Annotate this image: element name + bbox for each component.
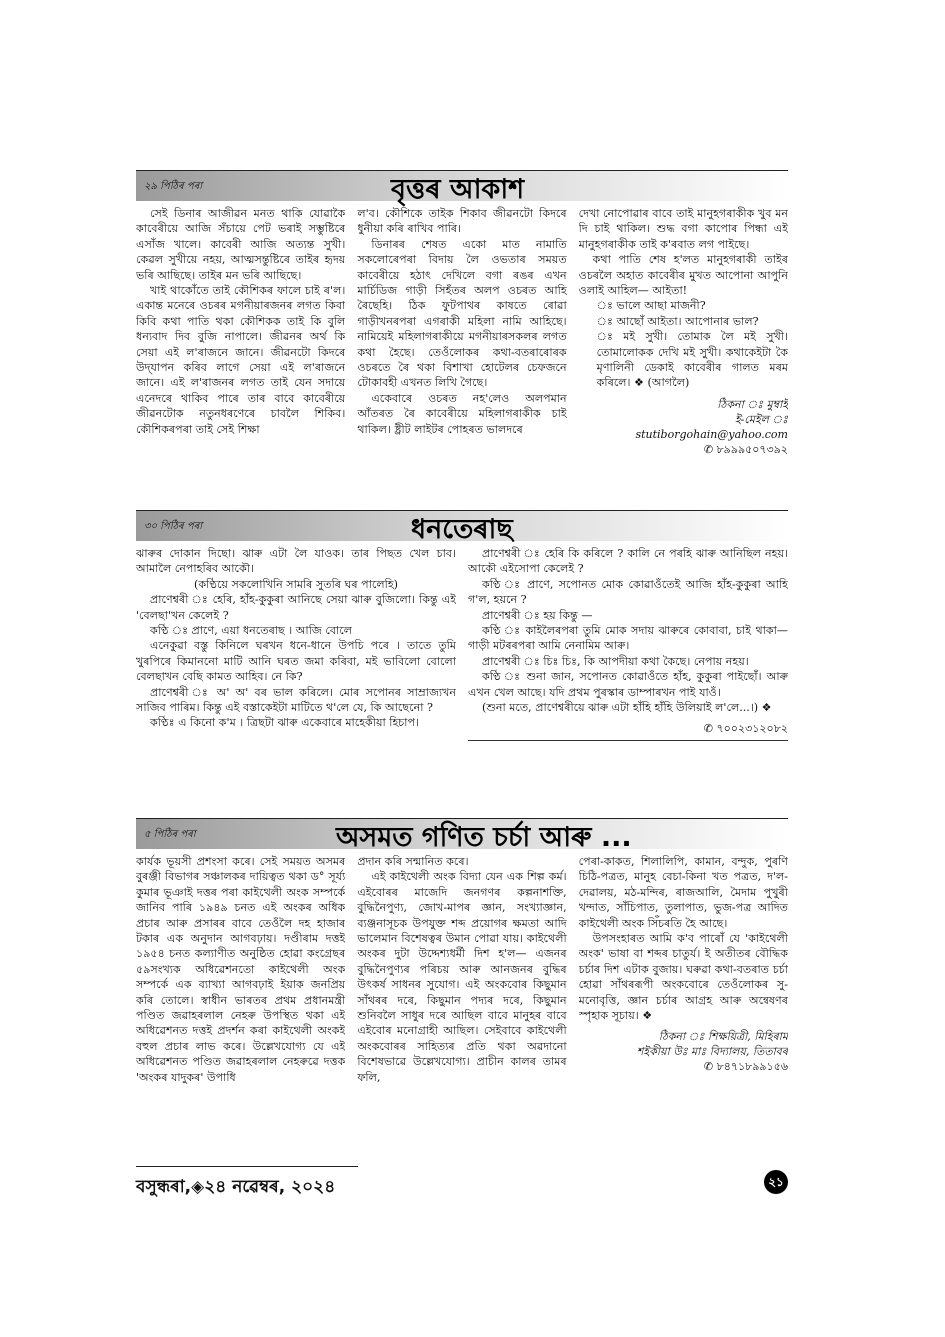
paragraph: ডিনাৰৰ শেষত একো মাত নামাতি সকলোৰেপৰা বিদায় লৈ ওভতাৰ সময়ত কাবেৰীয়ে হঠাৎ দেখিলে বগা ৰঙৰ এখন মাৰ্চিডিজ গাড়ী সিহঁতৰ অলপ ওচৰত আহি ৰৈছেহি। ঠিক ফুটপাথৰ কাষতে ৰোৱা গাড়ীখনৰপৰা এগৰাকী মহিলা নামি আহিছে। নামিয়েই মহিলাগৰাকীয়ে মগনীয়াৰসকলৰ লগত কথা হৈছে। তেওঁলোকৰ কথা-বতৰাৰোৰক ওচৰতে ৰৈ থকা বিশাখা হোটেলৰ চেফজনে টোকাবহী এখনত লিখি গৈছে। xyxy=(357,237,567,390)
paragraph: একেবাৰে ওচৰত নহ'লেও অলপমান আঁতৰত ৰৈ কাবেৰীয়ে মহিলাগৰাকীক চাই থাকিল। ষ্ট্ৰীট লাইটৰ পোহৰত ভালদৰে xyxy=(357,391,567,436)
paragraph: সেই ডিনাৰ আজীৱন মনত থাকি যোৱাকৈ কাবেৰীয়ে আজি সঁচায়ে পেট ভৰাই সম্ভুষ্টিৰে এসাঁজ খালে। কাবেৰী আজি অত্যন্ত সুখী। কেৱল সুখীয়ে নহয়, আত্মসন্তুষ্টিৰে তাইৰ হৃদয় ভৰি আছিছে। তাইৰ মন ভৰি আছিছে। xyxy=(136,207,346,282)
dialogue-line: কণ্ঠিঃ এ কিনো ক'ম । ত্ৰিছটা ঝাৰু একেবাৰে মাহেকীয়া হিচাপ। xyxy=(150,716,419,730)
dialogue-line: কণ্ঠি ঃ শুনা জান, সপোনত কোৱাওঁতে হাঁহ, কুকুৰা পাইছোঁ। আৰু এখন খেল আছে। যদি প্ৰথম পুৰস্কাৰ ডাম্পাৰখন পাই যাওঁ। xyxy=(468,670,788,699)
dialogue-line: প্ৰাণেশ্বৰী ঃ হেৰি কি কৰিলে ? কালি নে পৰহি ঝাৰু আনিছিল নহয়। আকৌ এইসোপা কেলেই ? xyxy=(468,547,788,576)
author-phone: ✆ ৭০০২৩১২০৮২ xyxy=(703,722,788,736)
page-footer xyxy=(136,1166,788,1196)
column-2 xyxy=(357,854,566,1085)
divider xyxy=(468,740,788,741)
dialogue-line: এনেকুৱা বস্তু কিনিলে ঘৰখন ধনে-ধানে উপচি পৰে । তাতে তুমি খুৰপিৰে কিমাননো মাটি আনি ঘৰত জমা কৰিবা, মই ভাবিলো বোলো বেলছাখন বেছি কামত আহিব। নে কি? xyxy=(136,639,456,684)
author-phone: ✆ ৮৯৯৯৫০৭৩৯২ xyxy=(703,442,788,456)
page-number: ২১ xyxy=(764,1170,788,1194)
paragraph: পেৰা-কাকত, শিলালিপি, কামান, বন্দুক, পুৰণি চিঠি-পত্ৰত, মানুহ বেচা-কিনা খত পত্ৰত, দ'ল-দেৱালয়, মঠ-মন্দিৰ, ৰাজআলি, মৈদাম পুখুৰী খন্দাত, সাঁচিপাত, তুলাপাত, ভুজ-পত্ৰ আদিত কাইথেলী অংক সিঁচৰতি হৈ আছে। xyxy=(578,855,788,930)
article-asomot-ganit xyxy=(136,818,788,1085)
column-3 xyxy=(579,854,788,1085)
dialogue-line: কণ্ঠি ঃ প্ৰাণে, সপোনত মোক কোৱাওঁতেই আজি হাঁহ-কুকুৰা আহি গ'ল, হয়নে ? xyxy=(468,577,788,607)
article-britar-akash xyxy=(136,170,788,457)
author-email-label: ই-মেইল ঃ xyxy=(734,412,788,426)
dialogue-line: ঃ মই সুখী। তোমাক লৈ মই সুখী। তোমালোকক দেখি মই সুখী। কথাকেইটা কৈ মৃণালিনী ডেকাই কাবেৰীৰ গালত মৰম কৰিলে। ❖ (আগলৈ) xyxy=(596,330,788,390)
section-header xyxy=(136,510,788,545)
article-title: অসমত গণিত চৰ্চা আৰু ... xyxy=(336,822,632,853)
column-1 xyxy=(136,546,456,741)
author-address: শইকীয়া উঃ মাঃ বিদ্যালয়, তিতাবৰ xyxy=(636,1045,788,1059)
column-1 xyxy=(136,854,345,1085)
article-title: বৃত্তৰ আকাশ xyxy=(391,174,525,205)
author-address: ঠিকনা ঃ মুম্বাই xyxy=(717,397,788,411)
dialogue-line: ঃ ভালে আছা মাজনী? xyxy=(596,299,706,313)
magazine-issue: বসুন্ধৰা,◈২৪ নৱেম্বৰ, ২০২৪ xyxy=(136,1177,336,1197)
column-3 xyxy=(579,206,788,457)
section-header xyxy=(136,818,788,853)
author-address: ঠিকনা ঃ শিক্ষয়িত্ৰী, মিহিৰাম xyxy=(658,1030,788,1044)
column-1 xyxy=(136,206,345,457)
section-header xyxy=(136,170,788,205)
stage-direction: (শুনা মতে, প্ৰাণেশ্বৰীয়ে ঝাৰু এটা হাঁহি হাঁহি উলিয়াই ল'লে...।) ❖ xyxy=(482,701,772,715)
paragraph: কাৰ্যক ভূয়সী প্ৰশংসা কৰে। সেই সময়ত অসমৰ বুৰঞ্জী বিভাগৰ সঞ্চালকৰ দায়িত্বত থকা ড° সূৰ্য্য কুমাৰ ভূঞাই দত্তৰ পৰা কাইথেলী অংক সম্পৰ্কে জানিব পাৰি ১৯৪৯ চনত এই অংকৰ অধিক প্ৰচাৰ আৰু প্ৰসাৰৰ বাবে তেওঁলৈ দহ হাজাৰ টকাৰ এক অনুদান আগবঢ়ায়। দণ্ডীৰাম দত্তই ১৯৫৪ চনত কল্যাণীত অনুষ্ঠিত হোৱা কংগ্ৰেছৰ ৫৯সংখ্যক অধিৱেশনতো কাইথেলী অংক সম্পৰ্কে এক ব্যাখ্যা আগবঢ়াই ইয়াক জনপ্ৰিয় কৰি তোলে। স্বাধীন ভাৰতৰ প্ৰথম প্ৰধানমন্ত্ৰী পণ্ডিত জৱাহৰলাল নেহৰু উপস্থিত থকা এই অধিৱেশনত দত্তই প্ৰদৰ্শন কৰা কাইথেলী অংকই বহুল প্ৰচাৰ লাভ কৰে। উল্লেখযোগ্য যে এই অধিৱেশনত পণ্ডিত জৱাহৰলাল নেহৰুৱে দত্তক 'অংকৰ যাদুকৰ' উপাধি xyxy=(136,855,346,1084)
dialogue-line: কণ্ঠি ঃ প্ৰাণে, এয়া ধনতেৰাছ । আজি বোলে xyxy=(150,624,352,638)
stage-direction: (কণ্ঠিয়ে সকলোখিনি সামৰি সুতৰি ঘৰ পালেহি) xyxy=(194,577,398,591)
dialogue-line: প্ৰাণেশ্বৰী ঃ হেৰি, হাঁহ-কুকুৰা আনিছে সেয়া ঝাৰু বুজিলো। কিন্তু এই 'বেলছা'খন কেলেই ? xyxy=(136,593,456,622)
author-email: stutiborgohain@yahoo.com xyxy=(635,427,788,441)
dialogue-line: ঃ আছোঁ আইতা। আপোনাৰ ভাল? xyxy=(596,314,759,328)
paragraph: দেখা নোপোৱাৰ বাবে তাই মানুহগৰাকীক খুব মন দি চাই থাকিল। শুদ্ধ বগা কাপোৰ পিন্ধা এই মানুহগৰাকীক তাই ক'ৰবাত লগ পাইছে। xyxy=(578,207,788,251)
article-dhanteras xyxy=(136,510,788,741)
article-title: ধনতেৰাছ xyxy=(411,514,513,545)
paragraph: ঝাৰুৰ দোকান দিছো। ঝাৰু এটা লৈ যাওক। তাৰ পিছত খেল চাব। আমালৈ নেপাহৰিব আকৌ। xyxy=(136,547,456,576)
dialogue-line: কণ্ঠি ঃ কাইলৈৰপৰা তুমি মোক সদায় ঝাৰুৰে কোবাবা, চাই থাকা—গাড়ী মটৰৰপৰা আমি নেনামিম আৰু। xyxy=(468,624,788,653)
paragraph: কথা পাতি শেষ হ'লত মানুহগৰাকী তাইৰ ওচৰলৈ অহাত কাবেৰীৰ মুখত আপোনা আপুনি ওলাই আহিল— আইতা! xyxy=(578,253,788,298)
continued-from: ৫ পিঠিৰ পৰা xyxy=(144,829,196,840)
dialogue-line: প্ৰাণেশ্বৰী ঃ অ' অ' বৰ ভাল কৰিলে। মোৰ সপোনৰ সাম্ৰাজ্যখন সাজিব পাৰিম। কিন্তু এই বস্তাকেইটা মাটিতে থ'লে যে, কি আছেনো ? xyxy=(136,685,456,715)
author-phone: ✆ ৮৪৭১৮৯৯১৫৬ xyxy=(703,1060,788,1074)
continued-from: ২৯ পিঠিৰ পৰা xyxy=(144,181,203,192)
paragraph: উপসংহাৰত আমি ক'ব পাৰোঁ যে 'কাইথেলী অংক' ভাষা বা শব্দৰ চাতুৰ্য। ই অতীতৰ বৌদ্ধিক চৰ্চাৰ দিশ এটাক বুজায়। ঘৰুৱা কথা-বতৰাত চৰ্চা হোৱা সাঁথৰৰূপী অংকবোৰে তেওঁলোকৰ সু-মনোবৃত্তি, জ্ঞান চৰ্চাৰ আগ্ৰহ আৰু অন্বেষণৰ স্পৃহাক সূচায়। ❖ xyxy=(578,932,788,1023)
column-2 xyxy=(468,546,788,741)
paragraph: খাই থাকোঁতে তাই কৌশিকৰ ফালে চাই ৰ'ল। একান্ত মনেৰে ওচৰৰ মগনীয়াৰজনৰ লগত কিবা কিবি কথা পাতি থকা কৌশিকক তাই কি বুলি ধন্যবাদ দিব বুজি নাপালে। জীৱনৰ অৰ্থ কি সেয়া এই ল'ৰাজনে জানে। জীৱনটো কিদৰে উদ্‌যাপন কৰিব লাগে সেয়া এই ল'ৰাজনে জানে। এই ল'ৰাজনৰ লগত তাই যেন সদায়ে এনেদৰে থাকিব পাৰে তাৰ বাবে কাবেৰীয়ে জীৱনটোক নতুনধৰণেৰে চাবলৈ শিকিব। কৌশিকৰপৰা তাই সেই শিক্ষা xyxy=(136,284,346,436)
continued-from: ৩০ পিঠিৰ পৰা xyxy=(144,521,203,532)
column-2 xyxy=(357,206,566,457)
paragraph: ল'ব। কৌশিকে তাইক শিকাব জীৱনটো কিদৰে ধুনীয়া কৰি ৰাখিব পাৰি। xyxy=(357,207,567,236)
dialogue-line: প্ৰাণেশ্বৰী ঃ চিঃ চিঃ, কি আপদীয়া কথা কৈছে। নেপায় নহয়। xyxy=(482,654,749,668)
footer-rule xyxy=(136,1166,358,1167)
paragraph: এই কাইথেলী অংক বিদ্যা যেন এক শিল্প কৰ্ম। এইবোৰৰ মাজেদি জনগণৰ কল্পনাশক্তি, বুদ্ধিনৈপুণ্য, জোখ-মাপৰ জ্ঞান, সংখ্যাজ্ঞান, ব্যঞ্জনাসূচক উপযুক্ত শব্দ প্ৰয়োগৰ ক্ষমতা আদি ভালেমান বিশেষত্বৰ উমান পোৱা যায়। কাইথেলী অংকৰ দুটা উদ্দেশ্যধৰ্মী দিশ হ'ল— এজনৰ বুদ্ধিনৈপুণ্যৰ পৰিচয় আৰু আনজনৰ বুদ্ধিৰ উৎকৰ্ষ সাধনৰ সুযোগ। এই অংকবোৰ কিছুমান সাঁথৰৰ দৰে, কিছুমান পদ্যৰ দৰে, কিছুমান শুনিবলৈ সাধুৰ দৰে আছিল বাবে মানুহৰ বাবে এইবোৰ মনোগ্ৰাহী আছিল। সেইবাবে কাইথেলী অংকবোৰৰ সাহিত্যৰ প্ৰতি থকা অৱদানো বিশেষভাৱে উল্লেখযোগ্য। প্ৰাচীন কালৰ তামৰ ফলি, xyxy=(357,870,567,1084)
dialogue-line: প্ৰাণেশ্বৰী ঃ হয় কিন্তু — xyxy=(482,608,593,622)
paragraph: প্ৰদান কৰি সন্মানিত কৰে। xyxy=(357,855,469,868)
